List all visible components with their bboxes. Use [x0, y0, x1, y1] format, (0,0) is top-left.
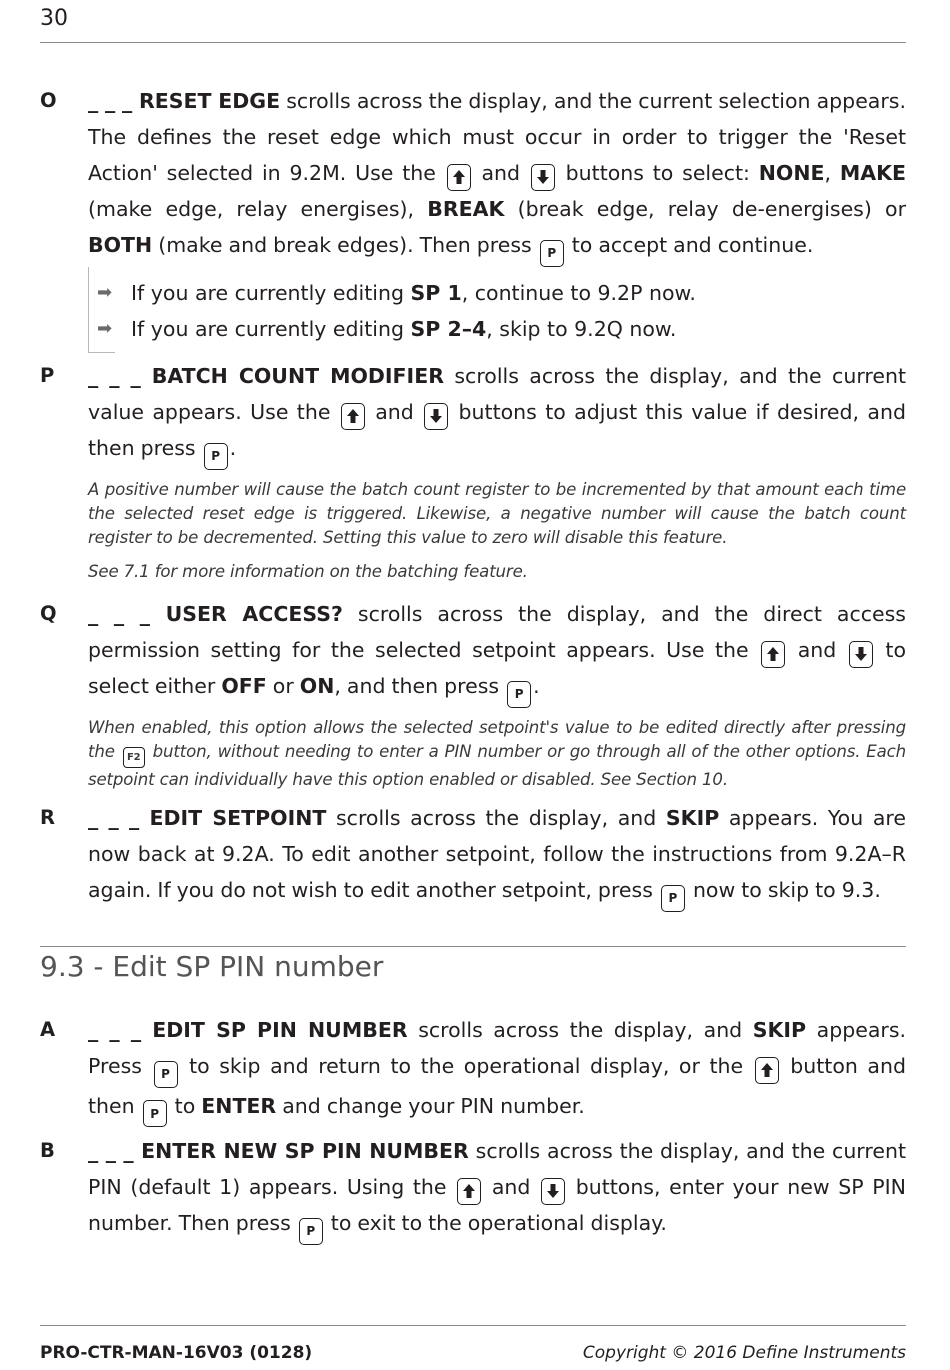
document-code: PRO-CTR-MAN-16V03 (0128) [40, 1343, 313, 1363]
body-text: scrolls across the display, and the current selection appears. The defines the reset edge which must occur in order to trigger the 'Reset Action' selected in 9.2M. Use the [88, 89, 906, 185]
body-text: (make and break edges). Then press [152, 233, 538, 257]
option-on: ON [299, 674, 335, 698]
bullet-item: ➡ If you are currently editing SP 1, continue to 9.2P now. [131, 275, 906, 311]
step-b [40, 1133, 906, 1245]
up-arrow-key [457, 1178, 481, 1205]
step-q [40, 596, 906, 792]
display-text: _ _ _ RESET EDGE [88, 89, 281, 113]
p-key: P [299, 1218, 323, 1245]
down-arrow-icon [546, 1183, 560, 1199]
step-letter: B [40, 1139, 55, 1162]
step-body: _ _ _ EDIT SETPOINT scrolls across the display, and SKIP appears. You are now back at 9.2A. To edit another setpoint, follow the instructions from 9.2A–R again. If you do not wish to edit another setpoint, press P now to skip to 9.3. [88, 800, 906, 912]
step-r [40, 800, 906, 912]
down-arrow-key [849, 641, 873, 668]
display-text: _ _ _ EDIT SP PIN NUMBER [88, 1018, 408, 1042]
step-o [40, 83, 906, 353]
skip-text: SKIP [665, 806, 720, 830]
down-arrow-icon [536, 169, 550, 185]
section-rule [40, 946, 906, 947]
down-arrow-key [531, 164, 555, 191]
step-letter: A [40, 1018, 56, 1041]
right-arrow-icon: ➡ [97, 317, 113, 339]
f2-key: F2 [123, 747, 145, 768]
p-key: P [204, 443, 228, 470]
display-text: _ _ _ ENTER NEW SP PIN NUMBER [88, 1139, 469, 1163]
footer-rule [40, 1325, 906, 1326]
step-body: _ _ _ BATCH COUNT MODIFIER scrolls across the display, and the current value appears. Use the and buttons to adjust this value if desired, and then press P . [88, 358, 906, 470]
display-text: _ _ _ BATCH COUNT MODIFIER [88, 364, 444, 388]
down-arrow-key [424, 403, 448, 430]
step-body: _ _ _ EDIT SP PIN NUMBER scrolls across the display, and SKIP appears. Press P to skip and return to the operational display, or the button and then P to ENTER and change your PIN number. [88, 1012, 906, 1127]
italic-note: A positive number will cause the batch count register to be incremented by that amount each time the selected reset edge is triggered. Likewise, a negative number will cause the batch count register to be decremented. Setting this value to zero will disable this feature. [88, 479, 906, 547]
up-arrow-key [447, 164, 471, 191]
body-text: to accept and continue. [565, 233, 814, 257]
down-arrow-icon [854, 646, 868, 662]
body-text: buttons to select: [556, 161, 759, 185]
bullet-item: ➡ If you are currently editing SP 2–4, skip to 9.2Q now. [131, 311, 906, 347]
up-arrow-key [341, 403, 365, 430]
page-number: 30 [40, 6, 68, 31]
option-make: MAKE [839, 161, 906, 185]
step-letter: P [40, 364, 55, 387]
header-rule [40, 42, 906, 43]
body-text: , [824, 161, 840, 185]
p-key: P [661, 885, 685, 912]
option-none: NONE [758, 161, 825, 185]
body-text: (break edge, relay de-energises) or [504, 197, 906, 221]
italic-note: See 7.1 for more information on the batching feature. [88, 561, 528, 581]
bullet-list [88, 267, 906, 353]
down-arrow-icon [429, 408, 443, 424]
step-letter: Q [40, 602, 57, 625]
display-text: _ _ _ EDIT SETPOINT [88, 806, 327, 830]
body-text: (make edge, relay energises), [88, 197, 428, 221]
up-arrow-icon [452, 169, 466, 185]
down-arrow-key [541, 1178, 565, 1205]
copyright: Copyright © 2016 Define Instruments [582, 1343, 906, 1363]
option-both: BOTH [88, 233, 153, 257]
step-body [88, 83, 906, 267]
p-key: P [154, 1061, 178, 1088]
up-arrow-key [761, 641, 785, 668]
step-a [40, 1012, 906, 1127]
step-letter: R [40, 806, 56, 829]
section-title: 9.3 - Edit SP PIN number [40, 950, 384, 983]
step-p [40, 358, 906, 584]
body-text: and [472, 161, 529, 185]
skip-text: SKIP [752, 1018, 807, 1042]
up-arrow-key [755, 1057, 779, 1084]
right-arrow-icon: ➡ [97, 281, 113, 303]
up-arrow-icon [462, 1183, 476, 1199]
up-arrow-icon [346, 408, 360, 424]
option-off: OFF [221, 674, 267, 698]
p-key: P [143, 1100, 167, 1127]
option-break: BREAK [427, 197, 505, 221]
enter-text: ENTER [201, 1093, 277, 1118]
up-arrow-icon [766, 646, 780, 662]
up-arrow-icon [760, 1062, 774, 1078]
step-body: _ _ _ USER ACCESS? scrolls across the display, and the direct access permission setting for the selected setpoint appears. Use the and to select either OFF or ON, and then press P . [88, 596, 906, 708]
display-text: _ _ _ USER ACCESS? [88, 602, 343, 626]
p-key: P [507, 681, 531, 708]
p-key: P [540, 240, 564, 267]
step-letter: O [40, 89, 57, 112]
italic-note: When enabled, this option allows the selected setpoint's value to be edited directly after pressing the F2 button, without needing to enter a PIN number or go through all of the other options. Each setpoint can individually have this option enabled or disabled. See Section 10. [88, 717, 906, 789]
step-body: _ _ _ ENTER NEW SP PIN NUMBER scrolls across the display, and the current PIN (default 1) appears. Using the and buttons, enter your new SP PIN number. Then press P to exit to the operational display. [88, 1133, 906, 1245]
